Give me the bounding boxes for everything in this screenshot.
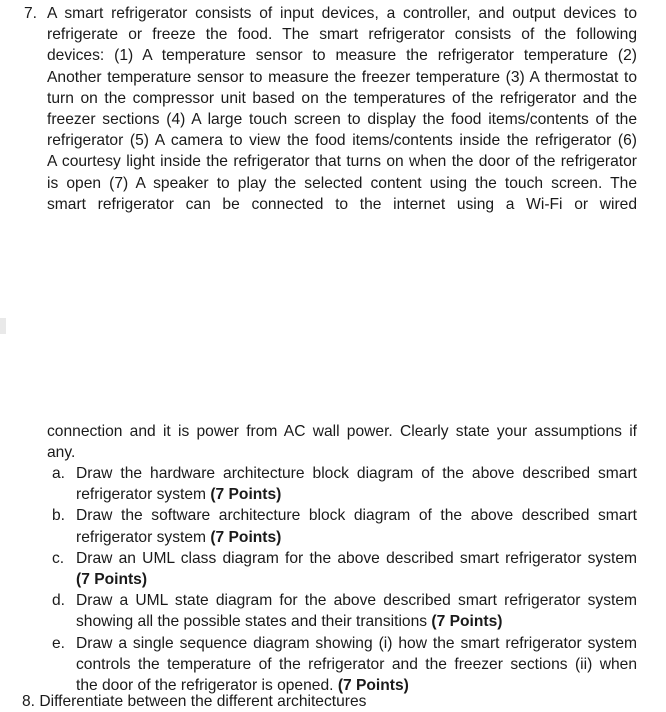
sub-question-letter: d. [52,592,66,610]
sub-question-line: controls the temperature of the refrigerator and the freezer sections (ii) when [76,655,637,673]
sub-question-line: refrigerator system [76,528,206,546]
question-line: connection and it is power from AC wall power. Clearly state your assumptions if [47,423,637,440]
question-line: Another temperature sensor to measure the freezer temperature (3) A thermostat to [47,68,637,86]
scan-edge-mark [0,318,6,334]
sub-question-line-with-points [76,569,637,590]
sub-question-letter: a. [52,465,66,482]
sub-question-line: refrigerator system [76,486,206,504]
sub-question-b [47,505,637,547]
sub-question-line: Draw a single sequence diagram showing (i) how the smart refrigerator system [76,634,637,652]
sub-question-line: Draw an UML class diagram for the above described smart refrigerator system [76,549,637,567]
question-line: devices: (1) A temperature sensor to measure the refrigerator temperature (2) [47,47,637,65]
question-line: freezer sections (4) A large touch screen to display the food items/contents of the [47,111,637,129]
question-body [47,3,637,215]
question-line: A courtesy light inside the refrigerator that turns on when the door of the refrigerator [47,153,637,171]
sub-question-line: showing all the possible states and their transitions [76,613,428,631]
sub-question-line-with-points [76,484,637,505]
sub-question-e [47,633,637,697]
sub-question-list [47,463,637,696]
sub-question-a [47,463,637,505]
sub-question-letter: b. [52,507,66,525]
question-line: refrigerator (5) A camera to view the food items/contents inside the refrigerator (6) [47,132,637,150]
points-label: (7 Points) [210,528,282,546]
sub-question-line: Draw a UML state diagram for the above described smart refrigerator system [76,592,637,610]
sub-question-line: Draw the hardware architecture block diagram of the above described smart [76,465,637,482]
question-line: A smart refrigerator consists of input devices, a controller, and output devices to [47,5,637,22]
question-line: smart refrigerator can be connected to the internet using a Wi-Fi or wired [47,195,637,213]
question-line: turn on the compressor unit based on the temperatures of the refrigerator and the [47,89,637,107]
cutoff-next-question [22,691,642,710]
question-continuation [47,421,637,463]
question-line: is open (7) A speaker to play the selected content using the touch screen. The [47,174,637,192]
sub-question-line-with-points [76,611,637,632]
question-number: 7. [24,5,38,22]
sub-question-letter: c. [52,549,65,567]
page-break-gap [0,222,666,420]
question-line: any. [47,444,76,462]
sub-question-line: Draw the software architecture block diagram of the above described smart [76,507,637,525]
points-label: (7 Points) [76,571,148,589]
points-label: (7 Points) [210,486,282,504]
points-label: (7 Points) [431,613,503,631]
sub-question-line: the door of the refrigerator is opened. [76,677,334,695]
points-label: (7 Points) [337,677,409,695]
question-line: refrigerate or freeze the food. The smart refrigerator consists of the following [47,26,637,44]
sub-question-line-with-points [76,527,637,548]
cutoff-text: 8. Differentiate between the different architectures [22,693,367,710]
sub-question-c [47,548,637,590]
sub-question-letter: e. [52,634,66,652]
sub-question-d [47,590,637,632]
